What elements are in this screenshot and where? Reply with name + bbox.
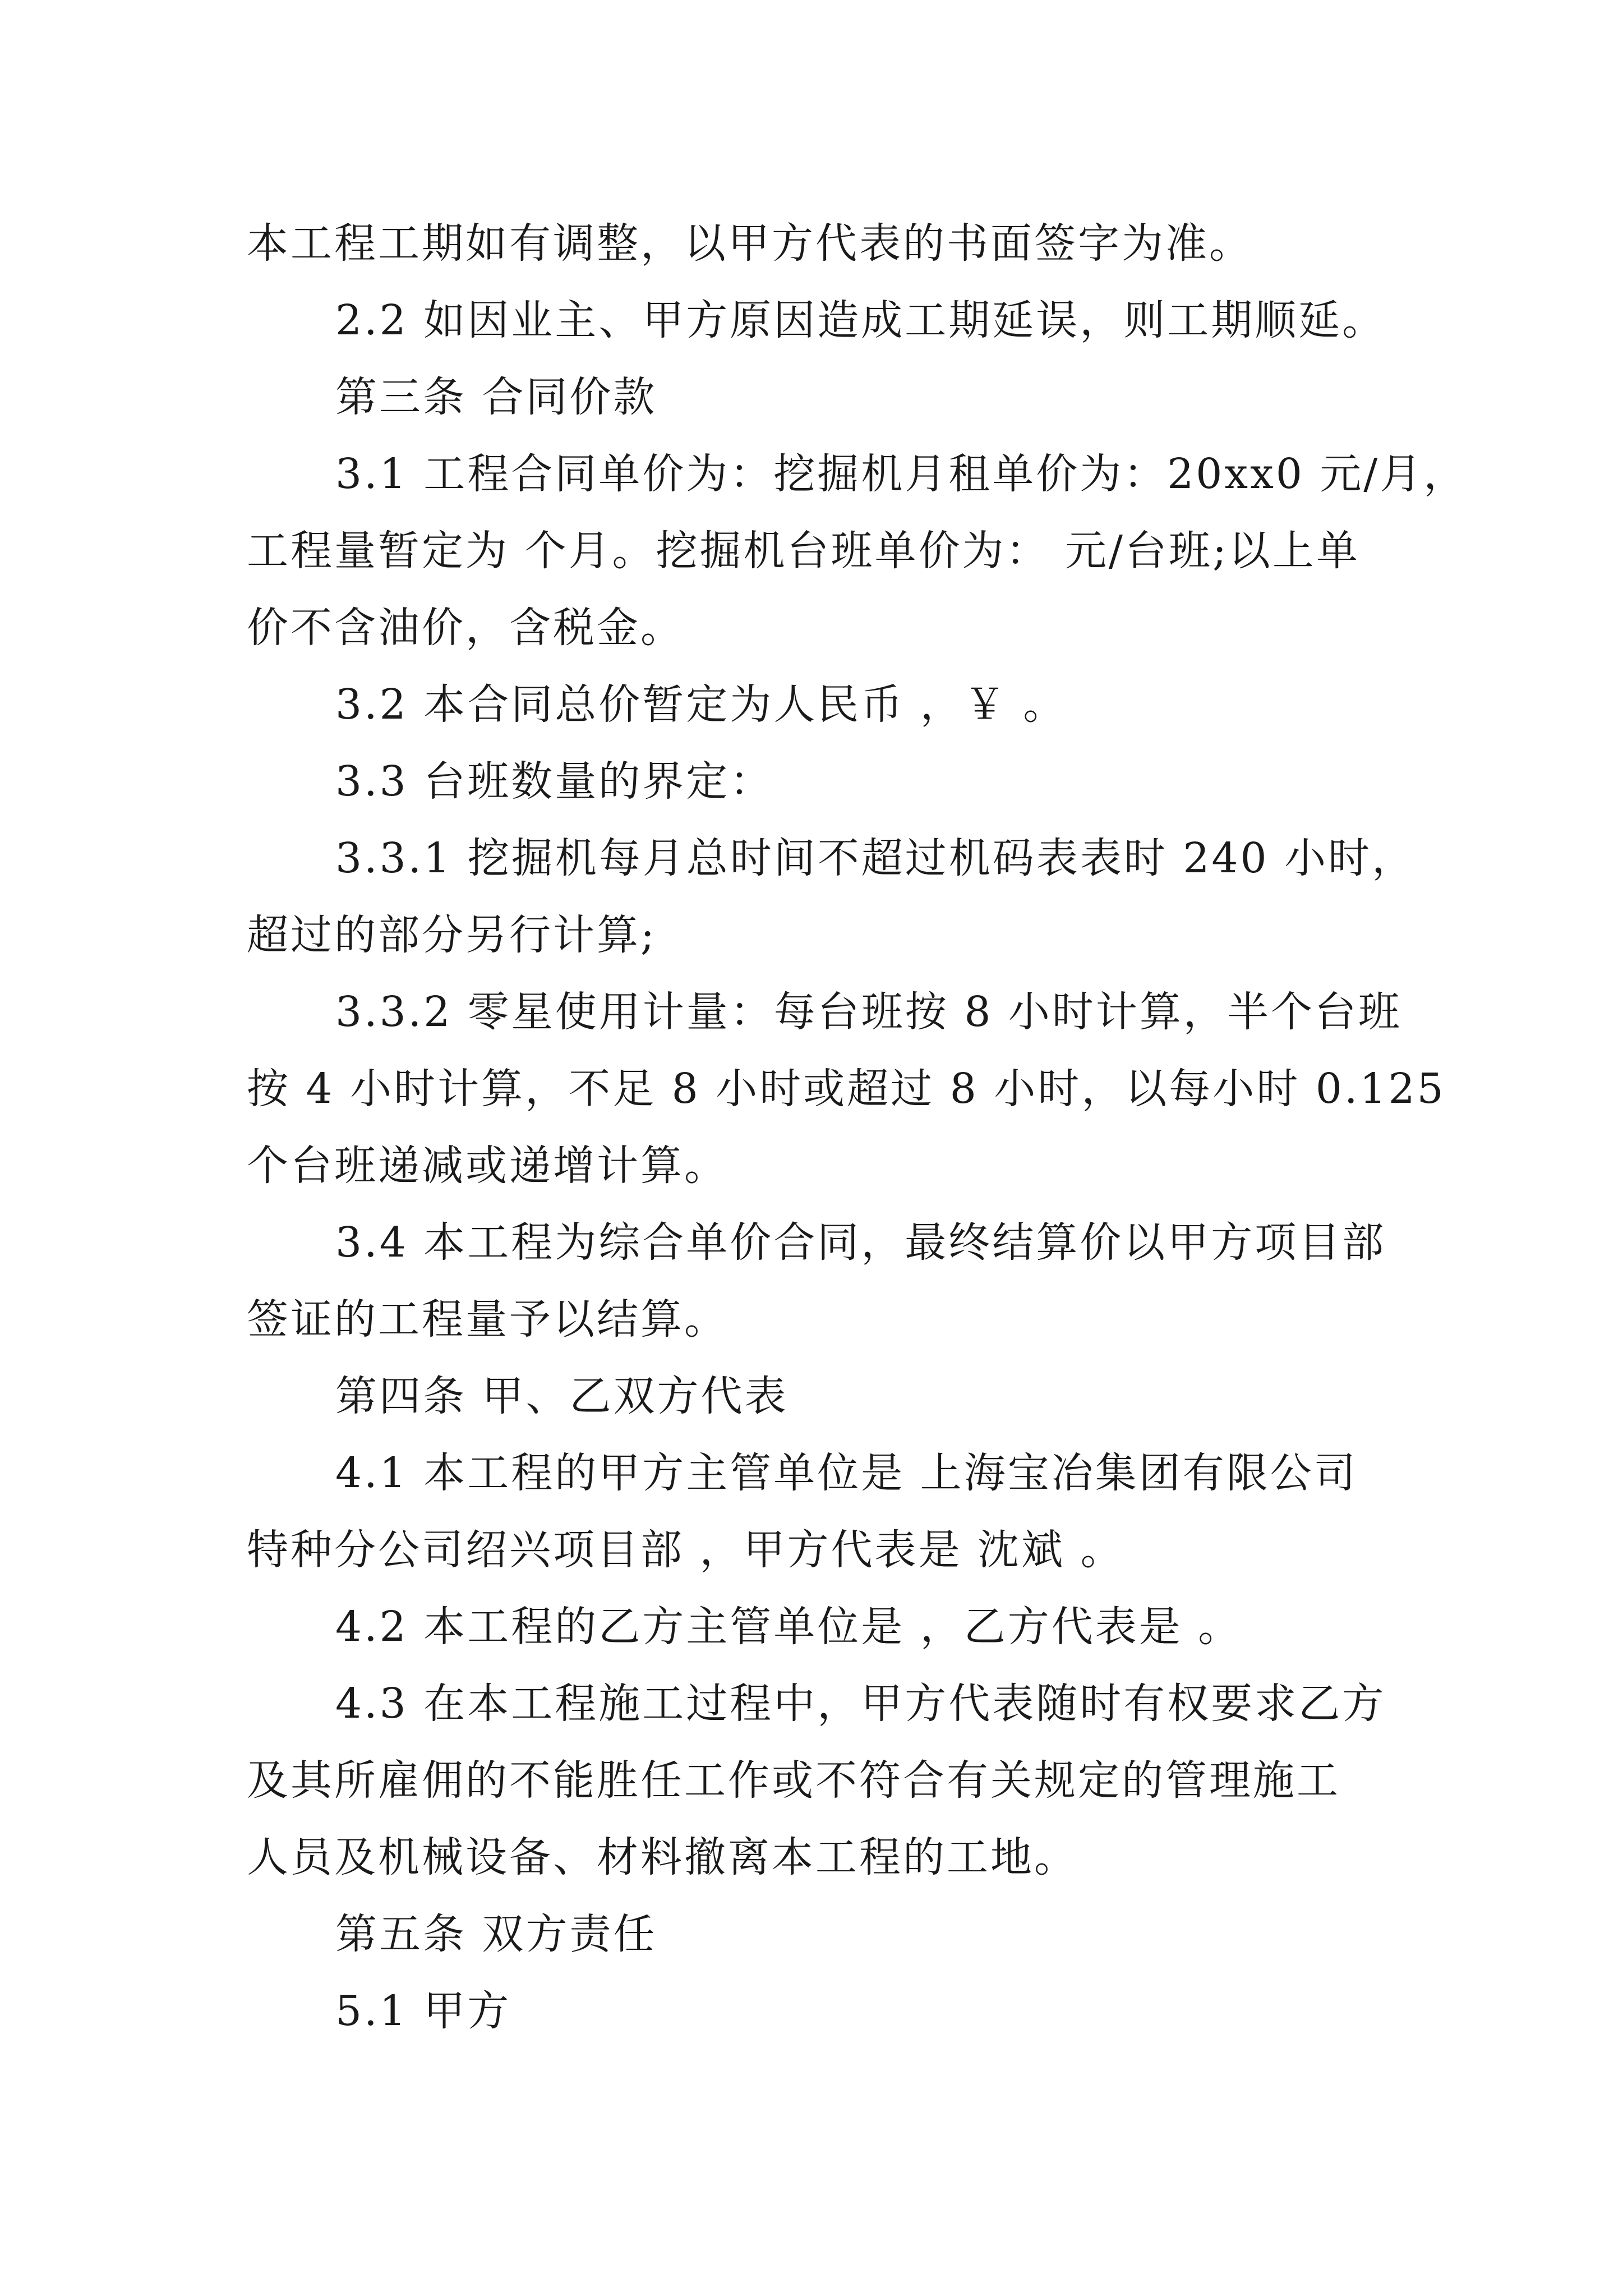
text-line: 第四条 甲、乙双方代表	[335, 1372, 789, 1420]
text-line: 2.2 如因业主、甲方原因造成工期延误，则工期顺延。	[335, 296, 1386, 344]
text-line: 3.3.1 挖掘机每月总时间不超过机码表表时 240 小时，	[335, 834, 1416, 882]
text-line: 人员及机械设备、材料撤离本工程的工地。	[247, 1833, 1078, 1881]
contract-text	[247, 205, 1468, 2050]
text-line: 按 4 小时计算，不足 8 小时或超过 8 小时，以每小时 0.125	[247, 1065, 1446, 1113]
text-line: 超过的部分另行计算;	[247, 911, 657, 959]
text-line: 4.3 在本工程施工过程中，甲方代表随时有权要求乙方	[335, 1680, 1386, 1728]
text-line: 及其所雇佣的不能胜任工作或不符合有关规定的管理施工	[247, 1756, 1340, 1805]
text-line: 3.1 工程合同单价为：挖掘机月租单价为：20xx0 元/月，	[335, 450, 1468, 498]
text-line: 5.1 甲方	[335, 1987, 511, 2035]
text-line: 第五条 双方责任	[335, 1910, 657, 1958]
text-line: 3.3.2 零星使用计量：每台班按 8 小时计算，半个台班	[335, 988, 1402, 1036]
text-line: 3.4 本工程为综合单价合同，最终结算价以甲方项目部	[335, 1218, 1386, 1267]
text-line: 个台班递减或递增计算。	[247, 1142, 728, 1190]
text-line: 签证的工程量予以结算。	[247, 1295, 728, 1343]
text-line: 特种分公司绍兴项目部 ，甲方代表是 沈斌 。	[247, 1526, 1124, 1574]
text-line: 3.2 本合同总价暂定为人民币 ，￥ 。	[335, 680, 1067, 729]
text-line: 3.3 台班数量的界定：	[335, 757, 774, 806]
text-line: 本工程工期如有调整，以甲方代表的书面签字为准。	[247, 219, 1253, 268]
text-line: 工程量暂定为 个月。挖掘机台班单价为： 元/台班;以上单	[247, 527, 1360, 575]
text-line: 第三条 合同价款	[335, 373, 657, 421]
text-line: 价不含油价，含税金。	[247, 604, 684, 652]
text-line: 4.2 本工程的乙方主管单位是 ，乙方代表是 。	[335, 1603, 1242, 1651]
text-line: 4.1 本工程的甲方主管单位是 上海宝冶集团有限公司	[335, 1449, 1358, 1497]
